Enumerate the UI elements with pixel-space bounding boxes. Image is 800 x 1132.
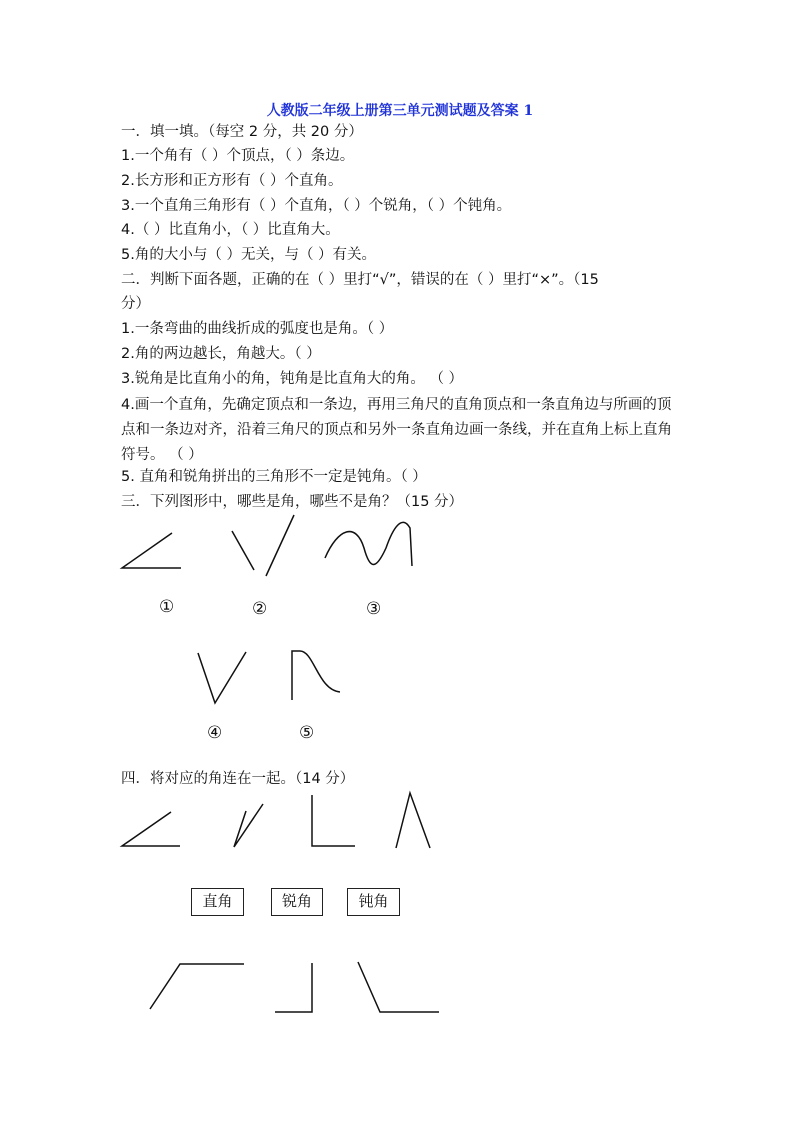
judge-item-5: 5. 直角和锐角拼出的三角形不一定是钝角。（ ） (121, 469, 427, 485)
page-title: 人教版二年级上册第三单元测试题及答案 1 (266, 103, 534, 119)
judge-item-1: 1.一条弯曲的曲线折成的弧度也是角。（ ） (121, 321, 394, 337)
figure-1-label: ① (159, 597, 175, 617)
fill-item-2: 2.长方形和正方形有（ ）个直角。 (121, 173, 343, 189)
figure-3-curve (325, 522, 412, 566)
judge-item-2: 2.角的两边越长，角越大。（ ） (121, 346, 321, 362)
figure-5-curve-angle (292, 651, 340, 700)
section2-heading: 二．判断下面各题，正确的在（ ）里打“√”，错误的在（ ）里打“×”。（15 (121, 272, 599, 288)
fill-item-4: 4.（ ）比直角小，（ ）比直角大。 (121, 222, 340, 238)
match-bottom-3 (358, 962, 439, 1012)
box-acute-angle: 锐角 (271, 888, 323, 916)
match-top-2 (234, 804, 263, 847)
section1-heading: 一．填一填。（每空 2 分，共 20 分） (121, 124, 363, 140)
judge-item-4: 4.画一个直角，先确定顶点和一条边，再用三角尺的直角顶点和一条直角边与所画的顶点和一条边对齐，沿着三角尺的顶点和另外一条直角边画一条线，并在直角上标上直角符号。 （ ） (121, 397, 672, 463)
figure-2-label: ② (252, 599, 268, 619)
figure-5-label: ⑤ (299, 723, 315, 743)
section3-heading: 三．下列图形中，哪些是角，哪些不是角？（15 分） (121, 494, 464, 510)
section2-heading-cont: 分） (121, 296, 150, 312)
figure-3-label: ③ (366, 599, 382, 619)
box-obtuse-angle: 钝角 (347, 888, 400, 916)
fill-item-5: 5.角的大小与（ ）无关，与（ ）有关。 (121, 247, 377, 263)
figure-4-label: ④ (207, 723, 223, 743)
figure-4-angle (198, 652, 246, 703)
figure-2-line-right (266, 515, 294, 576)
figure-2-line-left (232, 531, 254, 570)
match-bottom-2 (275, 963, 312, 1012)
section4-heading: 四．将对应的角连在一起。（14 分） (121, 771, 355, 787)
match-bottom-1 (150, 964, 244, 1009)
figure-1-angle (122, 533, 181, 568)
fill-item-1: 1.一个角有（ ）个顶点，（ ）条边。 (121, 148, 355, 164)
match-top-3 (312, 795, 355, 846)
match-top-1 (122, 812, 180, 846)
box-right-angle: 直角 (191, 888, 244, 916)
judge-item-3: 3.锐角是比直角小的角，钝角是比直角大的角。 （ ） (121, 371, 464, 387)
fill-item-3: 3.一个直角三角形有（ ）个直角，（ ）个锐角，（ ）个钝角。 (121, 198, 512, 214)
match-top-4 (396, 793, 430, 848)
